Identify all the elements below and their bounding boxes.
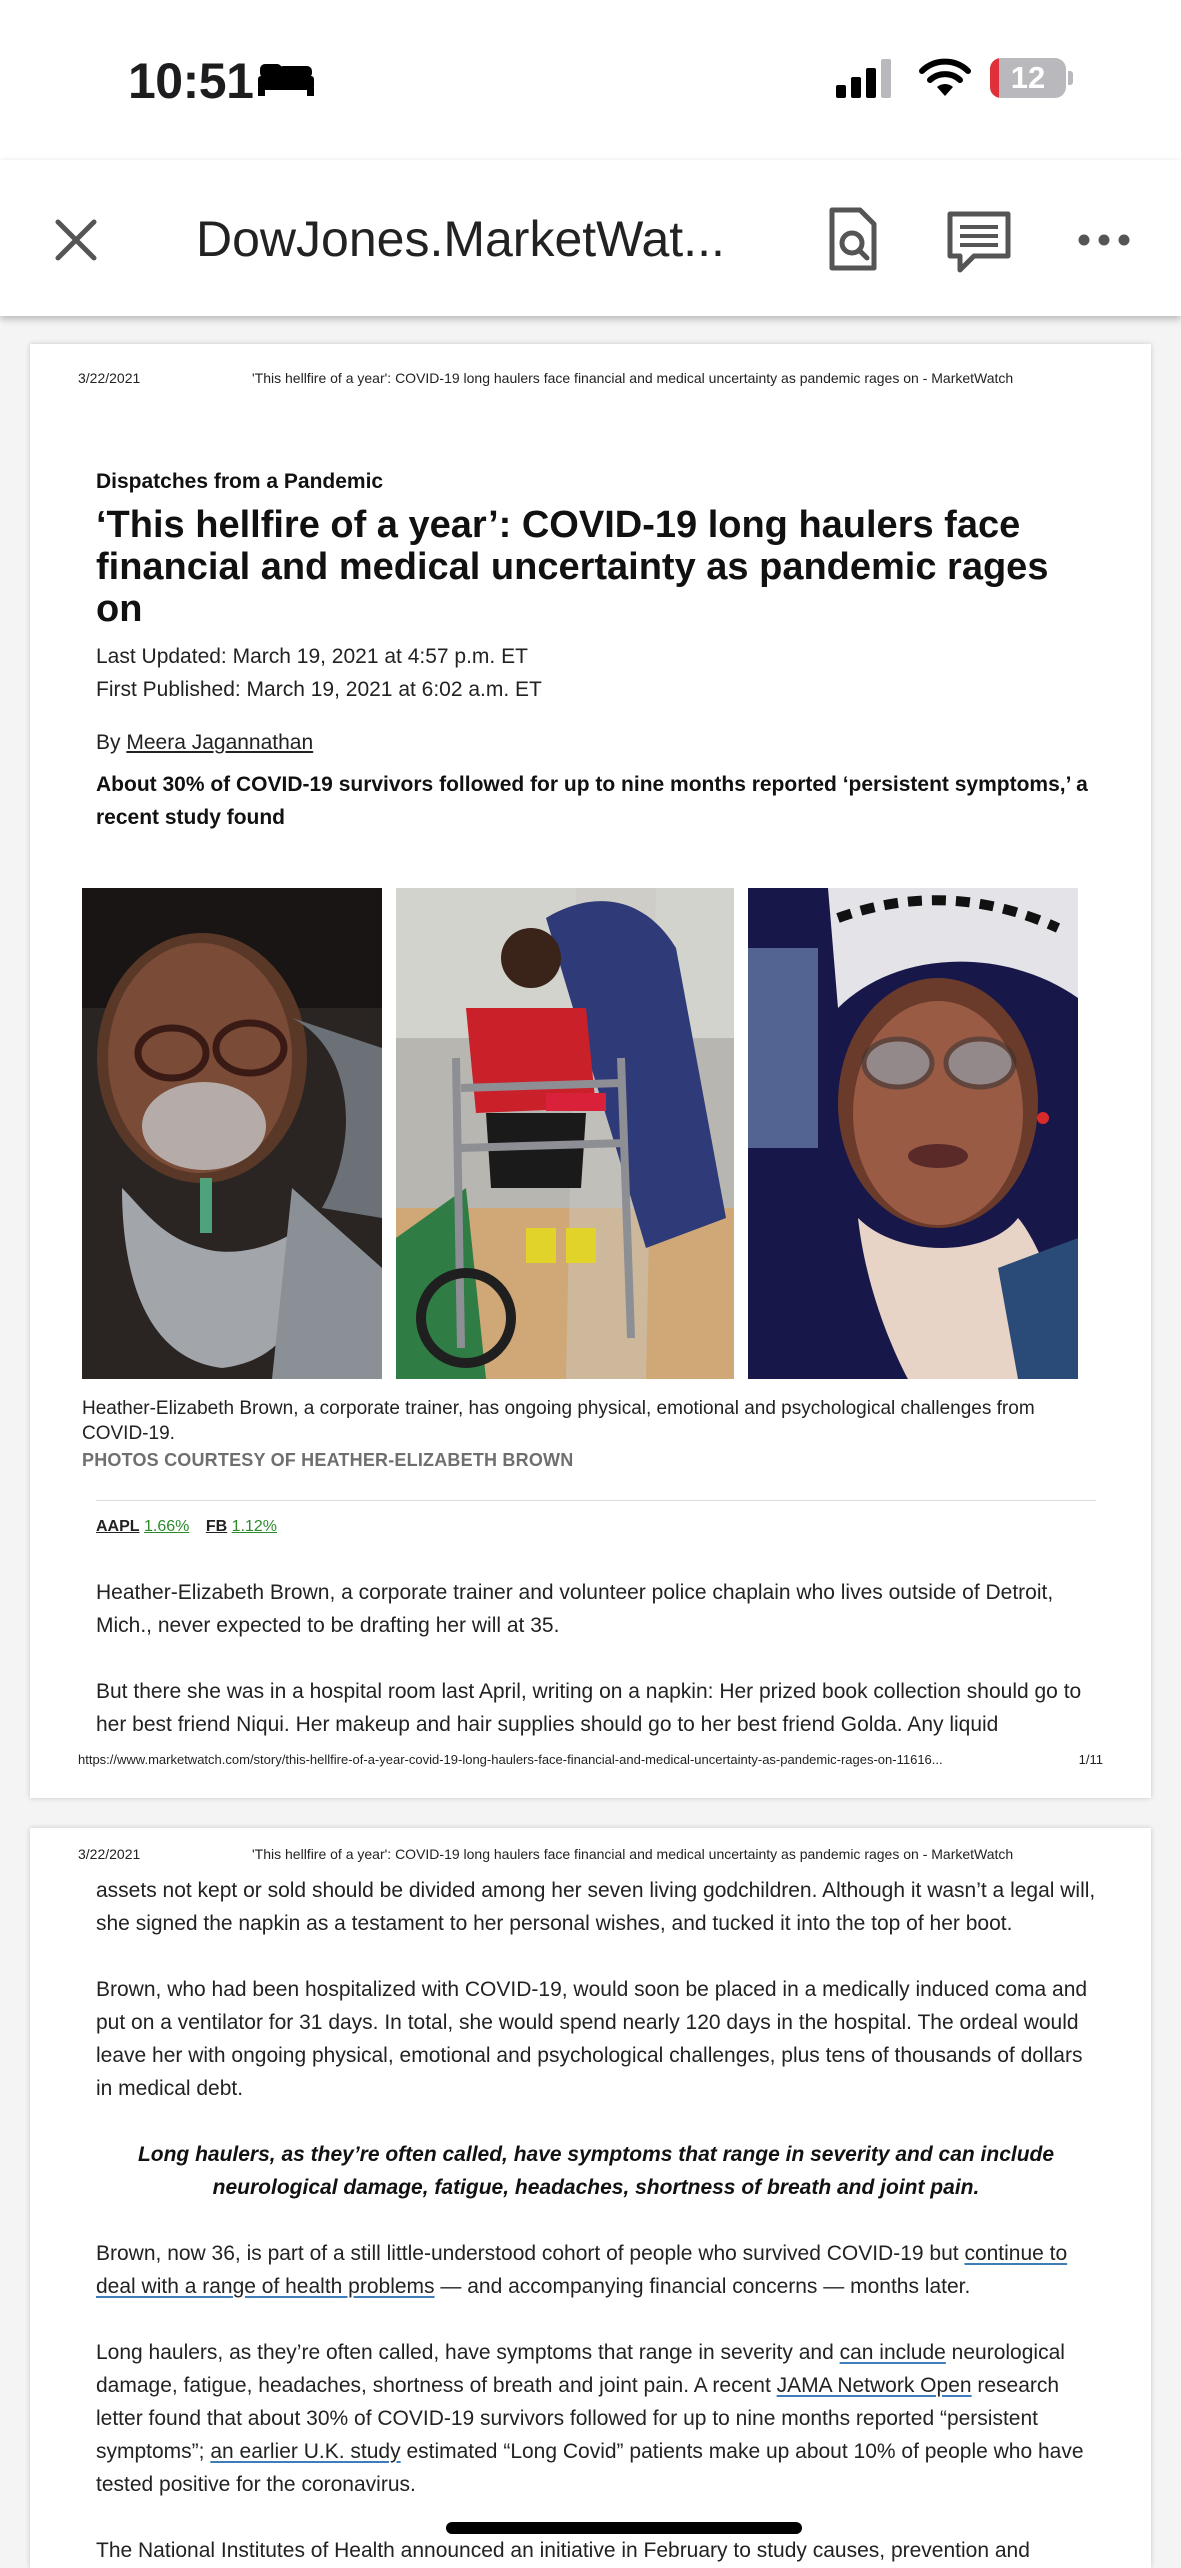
document-title: DowJones.MarketWat... bbox=[196, 211, 725, 267]
first-published: First Published: March 19, 2021 at 6:02 a.m. ET bbox=[96, 678, 542, 701]
article-photo-collage bbox=[82, 888, 1110, 1379]
photo-patient-portrait bbox=[748, 888, 1078, 1379]
status-bar bbox=[0, 0, 1181, 160]
article-body-page-1 bbox=[96, 1576, 1096, 1741]
article-headline: ‘This hellfire of a year’: COVID-19 long haulers face financial and medical uncertainty as pandemic rages on bbox=[96, 504, 1049, 630]
battery-level: 12 bbox=[1010, 60, 1046, 95]
pdf-page-title: 'This hellfire of a year': COVID-19 long haulers face financial and medical uncertainty as pandemic rages on - MarketWatch bbox=[252, 370, 1014, 386]
article-link[interactable]: continue to deal with a range of health problems bbox=[96, 2242, 1068, 2298]
ticker-symbol[interactable]: FB bbox=[205, 1518, 228, 1535]
cellular-signal-icon bbox=[836, 58, 896, 98]
article-paragraph: Long haulers, as they’re often called, have symptoms that range in severity and can include neurological damage, fatigue, headaches, shortness of breath and joint pain. A recent JAMA Network Open research letter found that about 30% of COVID-19 survivors followed for up to nine months reported “persistent symptoms”; an earlier U.K. study estimated “Long Covid” patients make up about 10% of people who have tested positive for the coronavirus. bbox=[96, 2341, 1084, 2496]
photo-patient-oxygen-mask bbox=[82, 888, 382, 1379]
photo-caption: Heather-Elizabeth Brown, a corporate trainer, has ongoing physical, emotional and psychological challenges from COVID-19. bbox=[82, 1398, 1035, 1444]
search-document-icon[interactable] bbox=[818, 206, 886, 274]
battery-indicator bbox=[990, 58, 1074, 98]
divider bbox=[96, 1500, 1096, 1501]
wifi-icon bbox=[918, 56, 972, 98]
article-link[interactable]: JAMA Network Open bbox=[776, 2374, 972, 2397]
article-body-page-2 bbox=[96, 1874, 1096, 2567]
article-paragraph: But there she was in a hospital room last April, writing on a napkin: Her prized book collection should go to her best friend Niqui. Her makeup and hair supplies should go to her best friend Golda. Any liquid bbox=[96, 1680, 1082, 1736]
byline-prefix: By bbox=[96, 731, 121, 754]
article-link[interactable]: can include bbox=[839, 2341, 946, 2364]
pdf-print-date: 3/22/2021 bbox=[78, 1846, 141, 1862]
sleep-focus-icon bbox=[258, 62, 314, 96]
article-paragraph: Brown, who had been hospitalized with COVID-19, would soon be placed in a medically induced coma and put on a ventilator for 31 days. In total, she would spend nearly 120 days in the hospital. The ordeal would leave her with ongoing physical, emotional and psychological challenges, plus tens of thousands of dollars in medical debt. bbox=[96, 1978, 1088, 2100]
last-updated: Last Updated: March 19, 2021 at 4:57 p.m. ET bbox=[96, 645, 528, 668]
photo-caption-block bbox=[82, 1396, 1102, 1471]
pdf-footer-url: https://www.marketwatch.com/story/this-hellfire-of-a-year-covid-19-long-haulers-face-financial-and-medical-uncertainty-as-pandemic-rages-on-11616... bbox=[78, 1752, 943, 1767]
photo-credit: PHOTOS COURTESY OF HEATHER-ELIZABETH BROWN bbox=[82, 1450, 574, 1470]
article-link[interactable]: an earlier U.K. study bbox=[210, 2440, 401, 2463]
pdf-page-2 bbox=[30, 1828, 1151, 2568]
pdf-print-date: 3/22/2021 bbox=[78, 370, 141, 386]
document-toolbar bbox=[0, 160, 1181, 316]
close-icon[interactable] bbox=[46, 210, 106, 270]
article-paragraph: Brown, now 36, is part of a still little-understood cohort of people who survived COVID-19 but continue to deal with a range of health problems — and accompanying financial concerns — months later. bbox=[96, 2242, 1068, 2298]
comment-icon[interactable] bbox=[944, 208, 1014, 276]
home-indicator[interactable] bbox=[446, 2522, 802, 2534]
pdf-page-1 bbox=[30, 344, 1151, 1798]
article-header bbox=[96, 470, 1096, 834]
article-paragraph: assets not kept or sold should be divided among her seven living godchildren. Although it wasn’t a legal will, she signed the napkin as a testament to her personal wishes, and tucked it into the top of her boot. bbox=[96, 1879, 1096, 1935]
ticker-symbol[interactable]: AAPL bbox=[96, 1518, 140, 1535]
article-paragraph: Heather-Elizabeth Brown, a corporate trainer and volunteer police chaplain who lives outside of Detroit, Mich., never expected to be drafting her will at 35. bbox=[96, 1581, 1054, 1637]
status-time: 10:51 bbox=[128, 53, 254, 109]
more-options-icon[interactable] bbox=[1074, 222, 1134, 258]
pdf-page-number: 1/11 bbox=[1078, 1752, 1103, 1767]
ticker-change[interactable]: 1.66% bbox=[144, 1518, 190, 1535]
article-paragraph: The National Institutes of Health announced an initiative in February to study causes, prevention and bbox=[96, 2539, 1030, 2562]
pull-quote: Long haulers, as they’re often called, have symptoms that range in severity and can include neurological damage, fatigue, headaches, shortness of breath and joint pain. bbox=[137, 2143, 1055, 2199]
byline bbox=[96, 731, 1096, 755]
stock-tickers bbox=[96, 1518, 1096, 1536]
pdf-page-title: 'This hellfire of a year': COVID-19 long haulers face financial and medical uncertainty as pandemic rages on - MarketWatch bbox=[252, 1846, 1014, 1862]
article-subheadline: About 30% of COVID-19 survivors followed for up to nine months reported ‘persistent symptoms,’ a recent study found bbox=[96, 773, 1088, 829]
author-link[interactable]: Meera Jagannathan bbox=[126, 731, 314, 754]
article-kicker: Dispatches from a Pandemic bbox=[96, 470, 384, 493]
photo-patient-walker bbox=[396, 888, 734, 1379]
ticker-change[interactable]: 1.12% bbox=[231, 1518, 277, 1535]
